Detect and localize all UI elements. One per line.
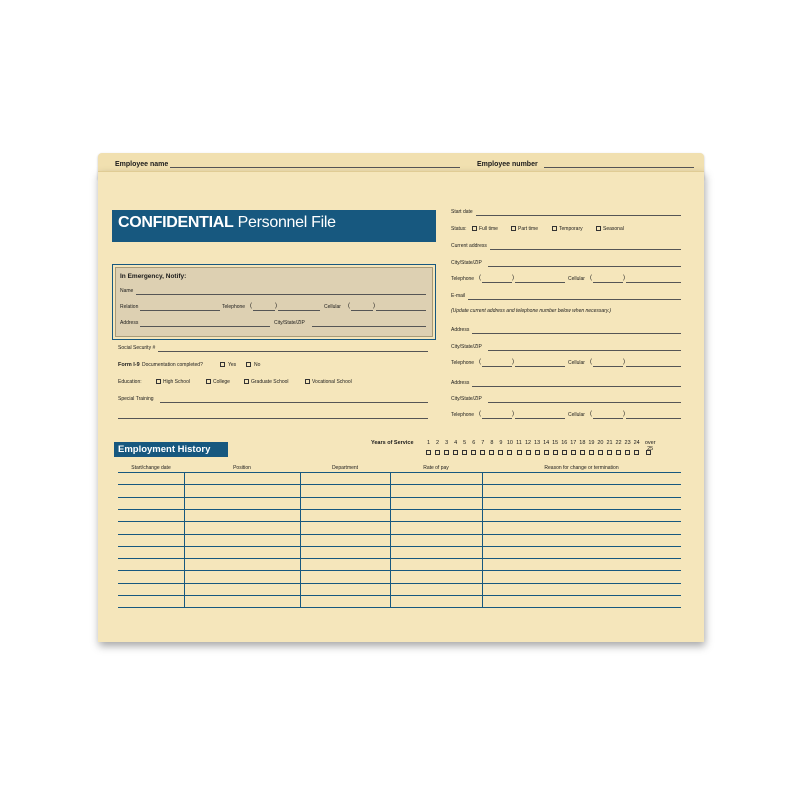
col-reason: Reason for change or termination (544, 465, 619, 471)
city-label-2: City/State/ZIP (451, 344, 482, 350)
year-checkbox-23[interactable] (625, 450, 630, 455)
telephone-label-3: Telephone (451, 412, 475, 418)
full-time-checkbox[interactable] (472, 226, 477, 231)
col-rate-of-pay: Rate of pay (423, 465, 449, 471)
seasonal-checkbox[interactable] (596, 226, 601, 231)
year-checkbox-2[interactable] (435, 450, 440, 455)
cellular-line-3 (626, 418, 681, 419)
year-checkbox-16[interactable] (562, 450, 567, 455)
year-checkbox-24[interactable] (634, 450, 639, 455)
confidential-banner (112, 210, 436, 242)
year-label-2: 2 (436, 440, 440, 446)
special-training-label: Special Training (118, 396, 154, 402)
city-line-2 (488, 350, 681, 351)
folder-front: CONFIDENTIAL Personnel File In Emergency, Notify: Name Relation Telephone ( ) Cellular ( ) Address City/State/ZIP Social Security # Form I-9 Documentation completed? Yes No Education: High School College Graduate School Vocational School Special Training Start date Status: Full time Part time Temporary Seasonal Current address City/State/ZIP Telephone ( ) Cellular ( ) E-mail (Update current address and telephone number below when necessary.) Address City/State/ZIP Telephone ( ) Cellular ( ) Address City/State/ZIP Telephone ( ) Cellular ( ) Employment History Years of Service Start/change date Position Department Rate of pay Reason for change or termination 1 2 3 4 5 6 7 8 9 10 11 12 13 14 15 16 17 18 19 20 21 22 23 24 over 25 (98, 171, 704, 642)
update-note: (Update current address and telephone number below when necessary.) (451, 308, 611, 314)
year-checkbox-7[interactable] (480, 450, 485, 455)
emergency-telephone-area (253, 310, 275, 311)
year-checkbox-19[interactable] (589, 450, 594, 455)
college-label: College (213, 379, 230, 385)
form-i9-label: Form I-9 (118, 362, 140, 368)
table-row (118, 521, 681, 522)
year-label-1: 1 (426, 440, 431, 446)
year-label-13: 13 (534, 440, 541, 446)
ssn-label: Social Security # (118, 345, 156, 351)
year-label-11: 11 (516, 440, 522, 446)
cellular-area-1 (593, 282, 623, 283)
employment-history-title: Employment History (118, 444, 211, 455)
year-label-4: 4 (454, 440, 458, 446)
address-label-3: Address (451, 380, 470, 386)
table-column-divider-3 (390, 472, 391, 607)
telephone-area-2 (482, 366, 512, 367)
city-label-1: City/State/ZIP (451, 260, 482, 266)
year-checkbox-3[interactable] (444, 450, 449, 455)
table-row (118, 583, 681, 584)
table-row (118, 509, 681, 510)
year-label-18: 18 (579, 440, 586, 446)
year-label-19: 19 (588, 440, 595, 446)
table-row (118, 595, 681, 596)
vocational-school-label: Vocational School (312, 379, 352, 385)
table-header-rule (118, 472, 681, 473)
year-label-14: 14 (543, 440, 550, 446)
year-label-20: 20 (597, 440, 604, 446)
year-checkbox-10[interactable] (507, 450, 512, 455)
emergency-address-line (140, 326, 270, 327)
year-checkbox-22[interactable] (616, 450, 621, 455)
i9-yes-checkbox[interactable] (220, 362, 225, 367)
personnel-folder (98, 153, 704, 641)
current-address-line (490, 249, 681, 250)
table-row (118, 558, 681, 559)
emergency-heading: In Emergency, Notify: (120, 273, 187, 280)
i9-no-label: No (254, 362, 261, 368)
start-date-label: Start date (451, 209, 473, 215)
emergency-box: In Emergency, Notify: Name Relation Telephone ( ) Cellular ( ) Address City/State/ZIP (112, 264, 436, 340)
graduate-school-label: Graduate School (251, 379, 289, 385)
employee-name-label: Employee name (115, 161, 169, 168)
special-training-line-2 (118, 418, 428, 419)
year-checkbox-4[interactable] (453, 450, 458, 455)
emergency-telephone-paren: ( (250, 303, 252, 309)
high-school-checkbox[interactable] (156, 379, 161, 384)
address-line-2 (472, 333, 681, 334)
col-start-date: Start/change date (131, 465, 171, 471)
telephone-area-1 (482, 282, 512, 283)
telephone-line-1 (515, 282, 565, 283)
email-label: E-mail (451, 293, 466, 299)
cellular-label-2: Cellular (568, 360, 585, 366)
table-row (118, 546, 681, 547)
employee-name-line (170, 167, 460, 168)
graduate-school-checkbox[interactable] (244, 379, 249, 384)
years-of-service-label: Years of Service (371, 440, 414, 446)
year-label-22: 22 (615, 440, 622, 446)
year-label-3: 3 (445, 440, 449, 446)
high-school-label: High School (163, 379, 190, 385)
start-date-line (476, 215, 681, 216)
part-time-label: Part time (518, 226, 539, 232)
emergency-name-label: Name (120, 288, 134, 294)
full-time-label: Full time (479, 226, 498, 232)
telephone-line-3 (515, 418, 565, 419)
telephone-label-1: Telephone (451, 276, 475, 282)
vocational-school-checkbox[interactable] (305, 379, 310, 384)
year-label-12: 12 (524, 440, 532, 446)
year-checkbox-11[interactable] (517, 450, 522, 455)
employment-history-banner (114, 442, 228, 457)
documentation-label: Documentation completed? (142, 362, 203, 368)
year-label-17: 17 (570, 440, 577, 446)
current-address-label: Current address (451, 243, 487, 249)
emergency-telephone-line (278, 310, 320, 311)
cellular-line-1 (626, 282, 681, 283)
year-label-10: 10 (506, 440, 513, 446)
employee-number-line (544, 167, 694, 168)
telephone-area-3 (482, 418, 512, 419)
cellular-area-3 (593, 418, 623, 419)
year-checkbox-18[interactable] (580, 450, 585, 455)
relation-label: Relation (120, 304, 139, 310)
city-line-1 (488, 266, 681, 267)
year-checkbox-15[interactable] (553, 450, 558, 455)
table-column-divider-2 (300, 472, 301, 607)
year-label-15: 15 (552, 440, 559, 446)
year-checkbox-25[interactable] (646, 450, 651, 455)
address-label-2: Address (451, 327, 470, 333)
table-row (118, 497, 681, 498)
table-row (118, 607, 681, 608)
temporary-checkbox[interactable] (552, 226, 557, 231)
table-column-divider-1 (184, 472, 185, 607)
cellular-label-3: Cellular (568, 412, 585, 418)
table-column-divider-4 (482, 472, 483, 607)
special-training-line-1 (160, 402, 428, 403)
year-label-6: 6 (472, 440, 476, 446)
emergency-city-label: City/State/ZIP (274, 320, 305, 326)
year-label-9: 9 (499, 440, 503, 446)
relation-line (140, 310, 220, 311)
telephone-line-2 (515, 366, 565, 367)
emergency-address-label: Address (120, 320, 139, 326)
year-label-7: 7 (481, 440, 485, 446)
emergency-name-line (136, 294, 426, 295)
year-checkbox-5[interactable] (462, 450, 467, 455)
emergency-cellular-label: Cellular (324, 304, 341, 310)
email-line (468, 299, 681, 300)
emergency-cellular-area (351, 310, 373, 311)
year-checkbox-8[interactable] (489, 450, 494, 455)
year-checkbox-17[interactable] (571, 450, 576, 455)
cellular-area-2 (593, 366, 623, 367)
college-checkbox[interactable] (206, 379, 211, 384)
part-time-checkbox[interactable] (511, 226, 516, 231)
i9-yes-label: Yes (228, 362, 237, 368)
banner-title: CONFIDENTIAL Personnel File (118, 214, 336, 231)
city-line-3 (488, 402, 681, 403)
table-row (118, 570, 681, 571)
year-checkbox-13[interactable] (535, 450, 540, 455)
status-label: Status: (451, 226, 467, 232)
address-line-3 (472, 386, 681, 387)
education-label: Education: (118, 379, 142, 385)
year-label-16: 16 (561, 440, 568, 446)
temporary-label: Temporary (559, 226, 583, 232)
table-row (118, 484, 681, 485)
col-department: Department (331, 465, 359, 471)
year-label-8: 8 (490, 440, 494, 446)
city-label-3: City/State/ZIP (451, 396, 482, 402)
year-checkbox-12[interactable] (526, 450, 531, 455)
emergency-telephone-label: Telephone (222, 304, 246, 310)
year-checkbox-14[interactable] (544, 450, 549, 455)
year-label-5: 5 (463, 440, 467, 446)
year-checkbox-6[interactable] (471, 450, 476, 455)
emergency-city-line (312, 326, 426, 327)
seasonal-label: Seasonal (603, 226, 624, 232)
cellular-line-2 (626, 366, 681, 367)
telephone-label-2: Telephone (451, 360, 475, 366)
year-checkbox-21[interactable] (607, 450, 612, 455)
cellular-label-1: Cellular (568, 276, 585, 282)
i9-no-checkbox[interactable] (246, 362, 251, 367)
year-checkbox-20[interactable] (598, 450, 603, 455)
employee-number-label: Employee number (477, 161, 538, 168)
year-label-25: over 25 (644, 440, 656, 452)
year-label-23: 23 (624, 440, 631, 446)
col-position: Position (233, 465, 251, 471)
year-label-21: 21 (606, 440, 613, 446)
year-label-24: 24 (633, 440, 640, 446)
table-row (118, 534, 681, 535)
year-checkbox-1[interactable] (426, 450, 431, 455)
emergency-cellular-line (376, 310, 426, 311)
ssn-line (158, 351, 428, 352)
year-checkbox-9[interactable] (498, 450, 503, 455)
